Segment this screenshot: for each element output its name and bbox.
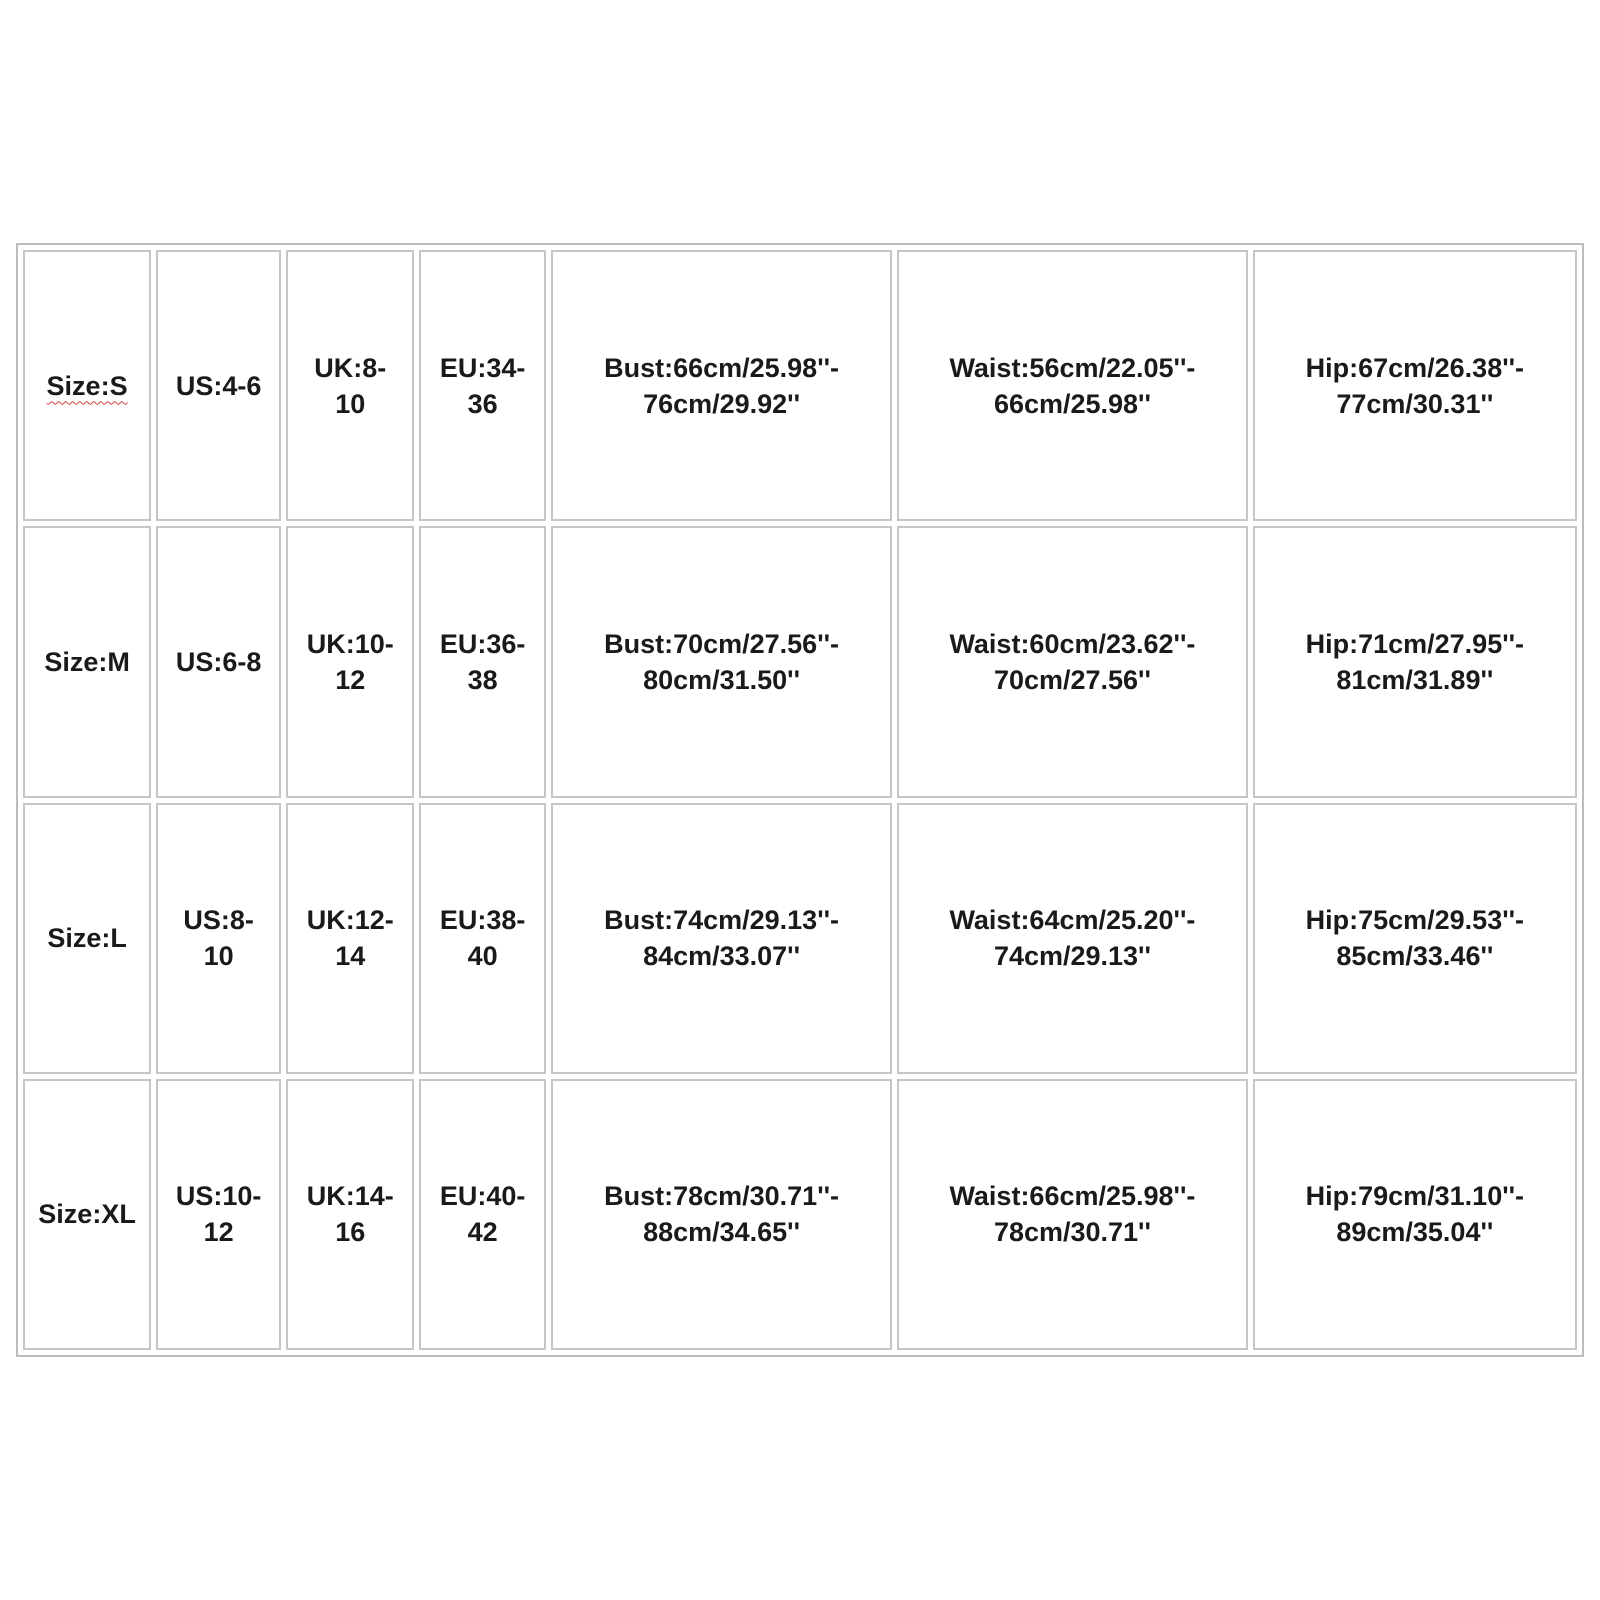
eu-size-line: 42	[467, 1217, 498, 1248]
bust-line: 80cm/31.50''	[643, 664, 801, 695]
hip-cell	[1253, 1079, 1577, 1350]
size-label: Size:L	[47, 923, 127, 954]
us-size-line: US:4-6	[175, 370, 262, 401]
waist-cell	[897, 803, 1248, 1074]
us-size-line: 12	[203, 1217, 234, 1248]
uk-size-line: UK:14-	[306, 1181, 394, 1212]
eu-size-line: 38	[467, 664, 498, 695]
eu-size-line: EU:36-	[439, 628, 526, 659]
eu-size-cell	[419, 803, 546, 1074]
hip-line: 89cm/35.04''	[1336, 1217, 1494, 1248]
waist-line: 66cm/25.98''	[993, 388, 1151, 419]
eu-size-line: EU:34-	[439, 352, 526, 383]
hip-line: 81cm/31.89''	[1336, 664, 1494, 695]
us-size-cell	[156, 526, 281, 797]
us-size-cell	[156, 803, 281, 1074]
us-size-line: 10	[203, 941, 234, 972]
bust-cell	[551, 1079, 892, 1350]
us-size-line: US:8-	[183, 905, 254, 936]
table-row-size-m	[23, 526, 1577, 797]
size-chart-grid	[18, 245, 1582, 1355]
table-row-size-xl	[23, 1079, 1577, 1350]
uk-size-line: 14	[335, 941, 366, 972]
table-row-size-s	[23, 250, 1577, 521]
uk-size-cell	[286, 803, 414, 1074]
size-chart-table	[16, 243, 1584, 1357]
bust-line: 84cm/33.07''	[643, 941, 801, 972]
eu-size-line: 36	[467, 388, 498, 419]
size-cell	[23, 526, 151, 797]
uk-size-cell	[286, 526, 414, 797]
us-size-cell	[156, 1079, 281, 1350]
bust-cell	[551, 250, 892, 521]
waist-cell	[897, 250, 1248, 521]
uk-size-line: UK:8-	[314, 352, 387, 383]
size-cell	[23, 250, 151, 521]
bust-line: Bust:78cm/30.71''-	[604, 1181, 840, 1212]
us-size-cell	[156, 250, 281, 521]
uk-size-cell	[286, 250, 414, 521]
eu-size-line: EU:40-	[439, 1181, 526, 1212]
hip-line: Hip:67cm/26.38''-	[1305, 352, 1525, 383]
size-label: Size:XL	[38, 1199, 136, 1230]
waist-line: 74cm/29.13''	[993, 941, 1151, 972]
bust-line: Bust:74cm/29.13''-	[604, 905, 840, 936]
size-label: Size:M	[44, 646, 130, 677]
waist-line: 78cm/30.71''	[993, 1217, 1151, 1248]
uk-size-line: 10	[335, 388, 366, 419]
waist-line: 70cm/27.56''	[993, 664, 1151, 695]
waist-cell	[897, 1079, 1248, 1350]
us-size-line: US:6-8	[175, 646, 262, 677]
hip-line: 77cm/30.31''	[1336, 388, 1494, 419]
size-label: Size:S	[46, 370, 128, 401]
waist-line: Waist:66cm/25.98''-	[949, 1181, 1196, 1212]
uk-size-line: UK:10-	[306, 628, 394, 659]
hip-line: Hip:79cm/31.10''-	[1305, 1181, 1525, 1212]
eu-size-line: EU:38-	[439, 905, 526, 936]
bust-cell	[551, 803, 892, 1074]
waist-cell	[897, 526, 1248, 797]
table-row-size-l	[23, 803, 1577, 1074]
hip-line: 85cm/33.46''	[1336, 941, 1494, 972]
waist-line: Waist:60cm/23.62''-	[949, 628, 1196, 659]
bust-cell	[551, 526, 892, 797]
eu-size-cell	[419, 250, 546, 521]
waist-line: Waist:64cm/25.20''-	[949, 905, 1196, 936]
size-cell	[23, 1079, 151, 1350]
eu-size-cell	[419, 1079, 546, 1350]
bust-line: Bust:66cm/25.98''-	[604, 352, 840, 383]
size-cell	[23, 803, 151, 1074]
uk-size-cell	[286, 1079, 414, 1350]
uk-size-line: UK:12-	[306, 905, 394, 936]
hip-cell	[1253, 250, 1577, 521]
uk-size-line: 12	[335, 664, 366, 695]
bust-line: 88cm/34.65''	[643, 1217, 801, 1248]
hip-cell	[1253, 526, 1577, 797]
bust-line: Bust:70cm/27.56''-	[604, 628, 840, 659]
uk-size-line: 16	[335, 1217, 366, 1248]
waist-line: Waist:56cm/22.05''-	[949, 352, 1196, 383]
us-size-line: US:10-	[175, 1181, 262, 1212]
hip-cell	[1253, 803, 1577, 1074]
eu-size-cell	[419, 526, 546, 797]
hip-line: Hip:75cm/29.53''-	[1305, 905, 1525, 936]
hip-line: Hip:71cm/27.95''-	[1305, 628, 1525, 659]
eu-size-line: 40	[467, 941, 498, 972]
bust-line: 76cm/29.92''	[643, 388, 801, 419]
